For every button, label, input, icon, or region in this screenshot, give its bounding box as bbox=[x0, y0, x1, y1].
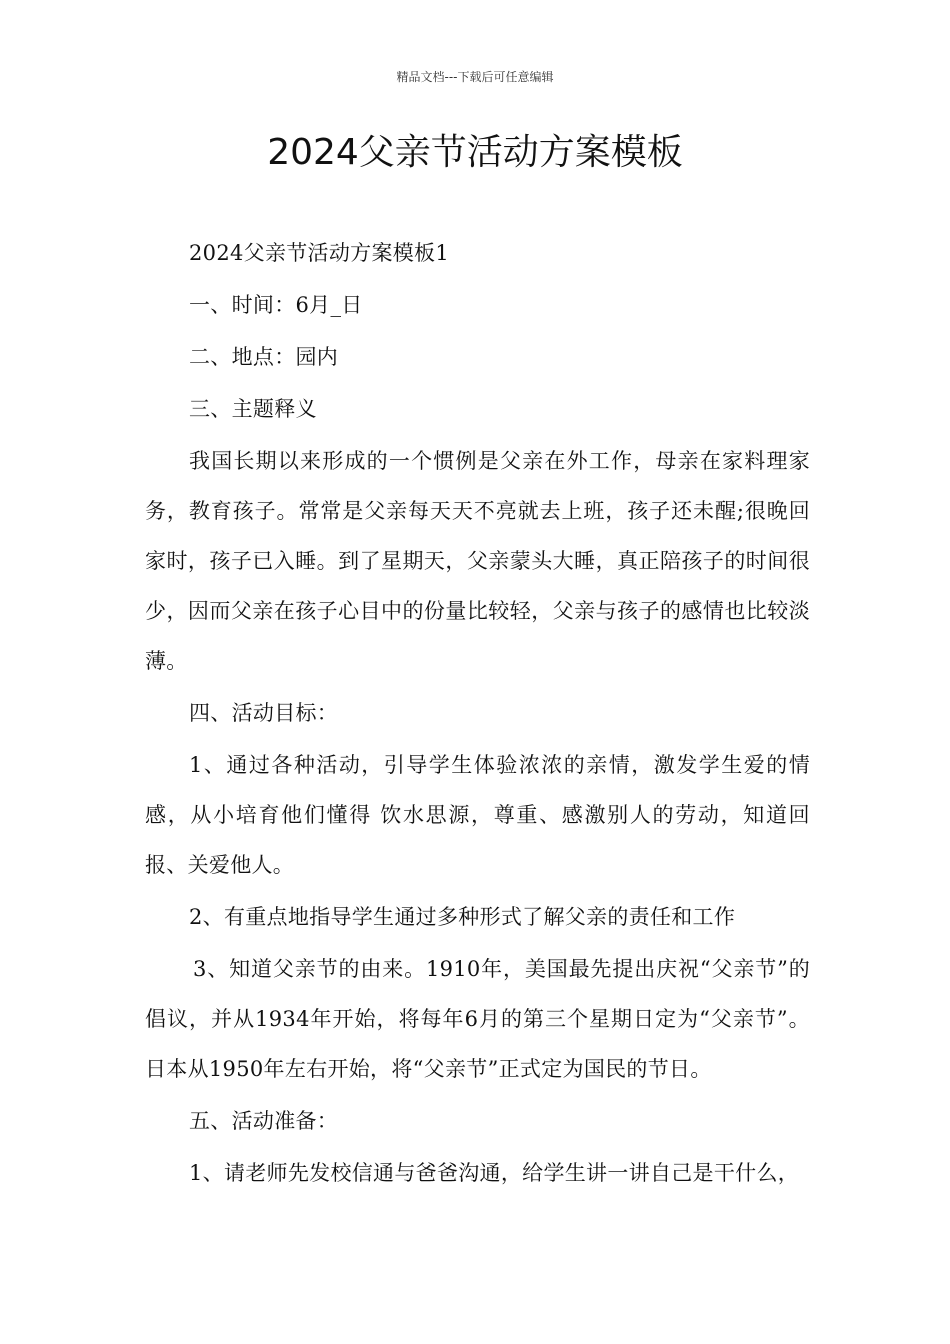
document-body bbox=[145, 228, 810, 1200]
paragraph-location: 二、地点：园内 bbox=[189, 345, 339, 369]
document-title: 2024父亲节活动方案模板 bbox=[267, 132, 683, 173]
paragraph-goal-3: 3、知道父亲节的由来。1910年，美国最先提出庆祝“父亲节”的倡议，并从1934年开始，将每年6月的第三个星期日定为“父亲节”。日本从1950年左右开始，将“父亲节”正式定为国民的节日。 bbox=[145, 957, 810, 1081]
paragraph-theme-heading: 三、主题释义 bbox=[189, 397, 317, 421]
paragraph-time: 一、时间：6月_日 bbox=[189, 293, 363, 317]
paragraph-theme-text: 我国长期以来形成的一个惯例是父亲在外工作，母亲在家料理家务，教育孩子。常常是父亲每天天不亮就去上班，孩子还未醒;很晚回家时，孩子已入睡。到了星期天，父亲蒙头大睡，真正陪孩子的时间很少，因而父亲在孩子心目中的份量比较轻，父亲与孩子的感情也比较淡薄。 bbox=[145, 449, 810, 673]
paragraph-preparation-heading: 五、活动准备： bbox=[189, 1109, 339, 1133]
paragraph-goal-2: 2、有重点地指导学生通过多种形式了解父亲的责任和工作 bbox=[189, 905, 736, 929]
document-header-note: 精品文档---下载后可任意编辑 bbox=[396, 70, 554, 84]
paragraph-preparation-1: 1、请老师先发校信通与爸爸沟通，给学生讲一讲自己是干什么， bbox=[189, 1161, 800, 1185]
paragraph-goals-heading: 四、活动目标： bbox=[189, 701, 339, 725]
paragraph-goal-1: 1、通过各种活动，引导学生体验浓浓的亲情，激发学生爱的情感，从小培育他们懂得 饮水思源，尊重、感激别人的劳动，知道回报、关爱他人。 bbox=[145, 753, 810, 877]
paragraph-subtitle: 2024父亲节活动方案模板1 bbox=[189, 241, 450, 265]
